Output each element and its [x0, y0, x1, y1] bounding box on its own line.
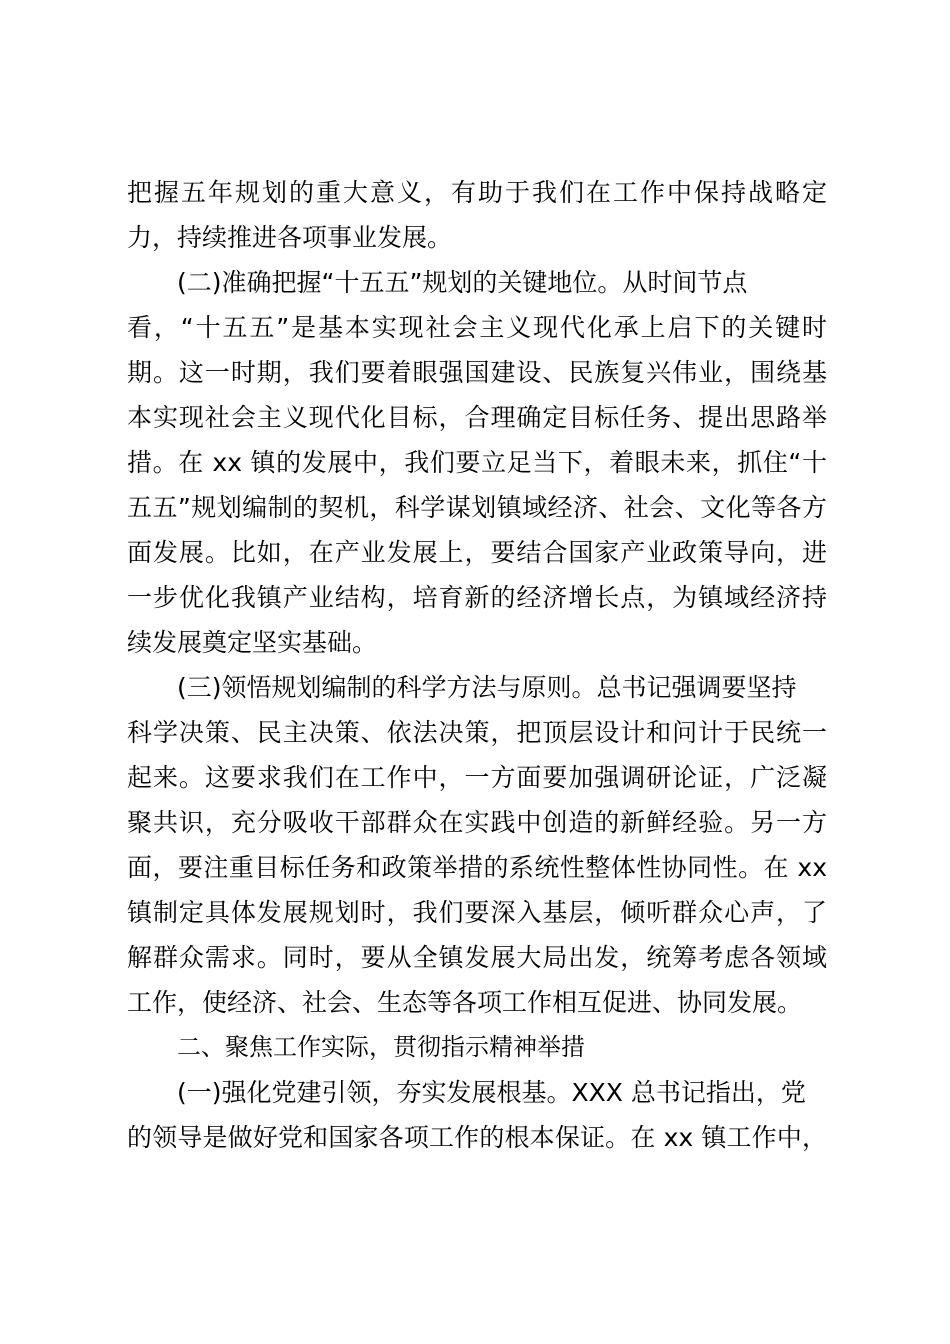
text-line: 起来。这要求我们在工作中，一方面要加强调研论证，广泛凝 — [127, 763, 827, 792]
section-heading: 二、聚焦工作实际，贯彻指示精神举措 — [177, 1033, 585, 1061]
text-line: 的领导是做好党和国家各项工作的根本保证。在 xx 镇工作中， — [127, 1123, 827, 1152]
text-line: 五五”规划编制的契机，科学谋划镇域经济、社会、文化等各方 — [127, 493, 827, 522]
paragraph-start-line: (三)领悟规划编制的科学方法与原则。总书记强调要坚持 — [177, 673, 797, 702]
paragraph-start-line: (二)准确把握“十五五”规划的关键地位。从时间节点 — [177, 268, 748, 297]
text-line: 镇制定具体发展规划时，我们要深入基层，倾听群众心声，了 — [127, 898, 827, 927]
body-text — [127, 170, 827, 1160]
text-line: 看，“十五五”是基本实现社会主义现代化承上启下的关键时 — [127, 313, 827, 342]
text-line: 本实现社会主义现代化目标，合理确定目标任务、提出思路举 — [127, 403, 827, 432]
text-line: 面，要注重目标任务和政策举措的系统性整体性协同性。在 xx — [127, 853, 827, 882]
text-line: 把握五年规划的重大意义，有助于我们在工作中保持战略定 — [127, 178, 827, 207]
text-line: 工作，使经济、社会、生态等各项工作相互促进、协同发展。 — [127, 988, 803, 1017]
text-line: 面发展。比如，在产业发展上，要结合国家产业政策导向，进 — [127, 538, 827, 567]
text-line: 科学决策、民主决策、依法决策，把顶层设计和问计于民统一 — [127, 718, 827, 747]
text-line: 一步优化我镇产业结构，培育新的经济增长点，为镇域经济持 — [127, 583, 827, 612]
text-line: 期。这一时期，我们要着眼强国建设、民族复兴伟业，围绕基 — [127, 358, 827, 387]
text-line: 力，持续推进各项事业发展。 — [127, 223, 453, 252]
paragraph-start-line: (一)强化党建引领，夯实发展根基。XXX 总书记指出，党 — [177, 1078, 806, 1107]
text-line: 聚共识，充分吸收干部群众在实践中创造的新鲜经验。另一方 — [127, 808, 827, 837]
text-line: 措。在 xx 镇的发展中，我们要立足当下，着眼未来，抓住“十 — [127, 448, 827, 477]
text-line: 解群众需求。同时，要从全镇发展大局出发，统筹考虑各领域 — [127, 943, 827, 972]
text-line: 续发展奠定坚实基础。 — [127, 628, 378, 657]
